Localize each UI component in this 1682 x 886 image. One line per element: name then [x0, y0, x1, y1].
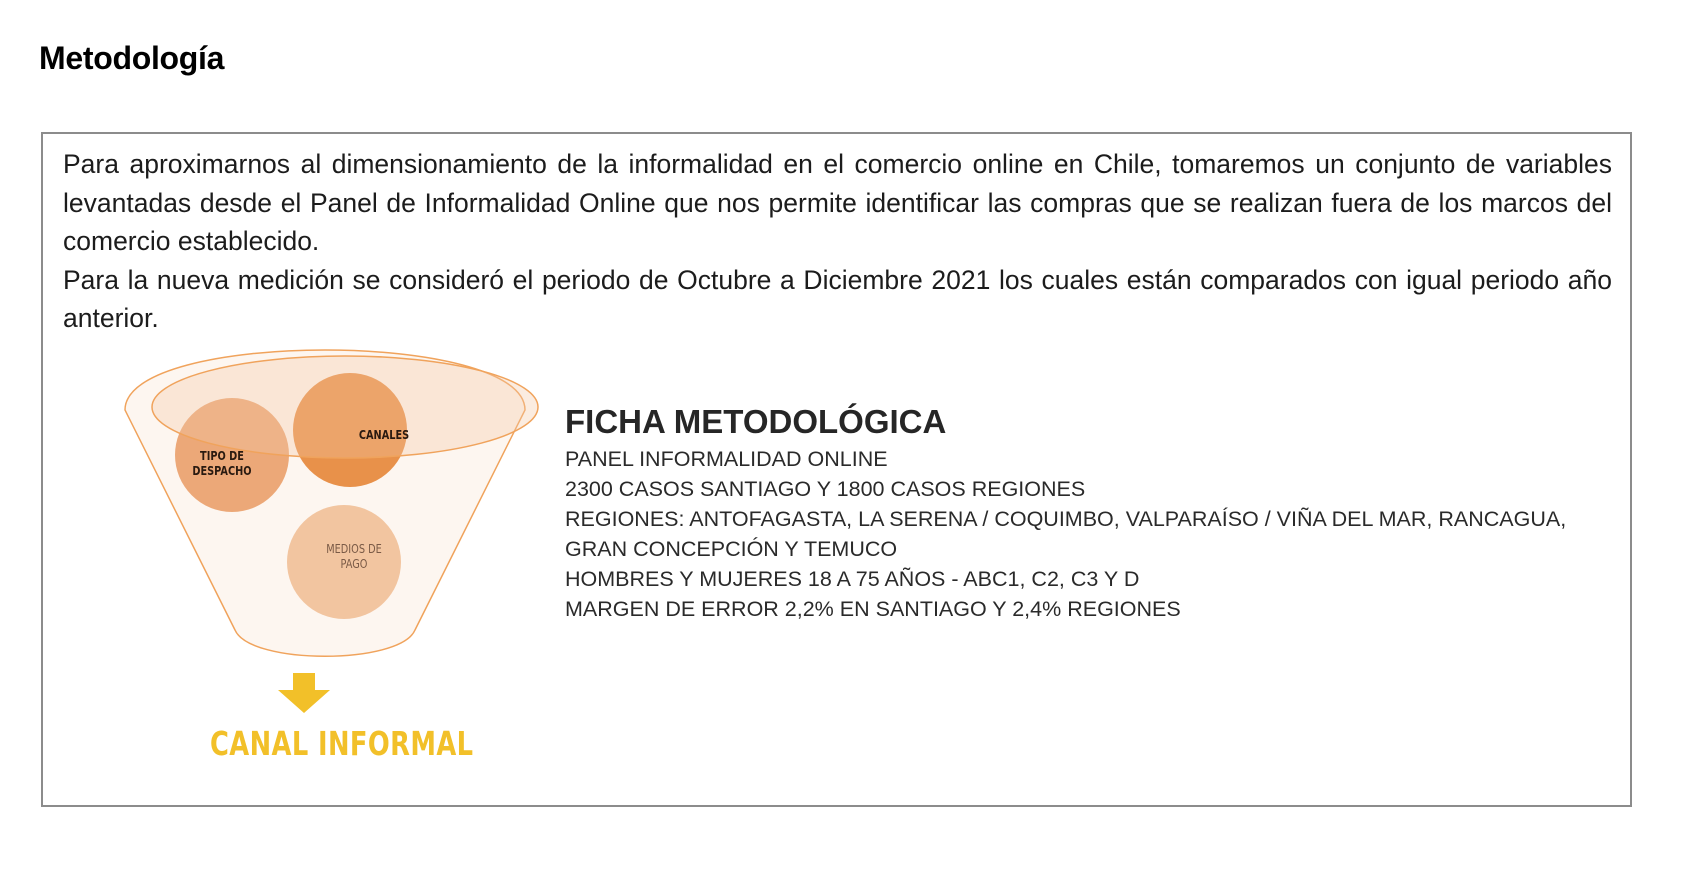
intro-paragraph-2: Para la nueva medición se consideró el periodo de Octubre a Diciembre 2021 los cuales están comparados con igual periodo año anterior.	[63, 264, 1612, 333]
ficha-line-panel: PANEL INFORMALIDAD ONLINE	[565, 447, 888, 471]
funnel-top-ellipse	[152, 356, 538, 458]
ficha-line-regiones-cont: GRAN CONCEPCIÓN Y TEMUCO	[565, 537, 898, 561]
tipo-despacho-label-line1: TIPO DE	[200, 448, 244, 463]
intro-paragraph-1: Para aproximarnos al dimensionamiento de la informalidad en el comercio online en Chile, tomaremos un conjunto de variables levantadas desde el Panel de Informalidad Online que nos permite identificar las compras que se realizan fuera de los marcos del comercio establecido.	[63, 149, 1612, 256]
ficha-line-regiones: REGIONES: ANTOFAGASTA, LA SERENA / COQUIMBO, VALPARAÍSO / VIÑA DEL MAR, RANCAGUA,	[565, 507, 1567, 531]
ficha-metodologica	[565, 402, 1615, 624]
canal-informal-label: CANAL INFORMAL	[210, 724, 474, 763]
page-title: Metodología	[39, 40, 225, 76]
ficha-line-casos: 2300 CASOS SANTIAGO Y 1800 CASOS REGIONES	[565, 477, 1086, 501]
tipo-despacho-label-line2: DESPACHO	[192, 463, 252, 478]
canales-label: CANALES	[358, 427, 410, 442]
down-arrow-icon	[278, 673, 330, 713]
circle-label-medios-pago	[319, 541, 389, 571]
circle-label-canales	[349, 427, 419, 442]
intro-text	[63, 145, 1612, 338]
ficha-line-margen-error: MARGEN DE ERROR 2,2% EN SANTIAGO Y 2,4% REGIONES	[565, 597, 1181, 621]
ficha-title: FICHA METODOLÓGICA	[565, 403, 947, 440]
medios-pago-label-line2: PAGO	[340, 556, 368, 571]
ficha-line-target: HOMBRES Y MUJERES 18 A 75 AÑOS - ABC1, C2, C3 Y D	[565, 567, 1140, 591]
circle-label-tipo-despacho	[187, 448, 257, 478]
medios-pago-label-line1: MEDIOS DE	[326, 541, 382, 556]
funnel-diagram	[125, 350, 545, 770]
